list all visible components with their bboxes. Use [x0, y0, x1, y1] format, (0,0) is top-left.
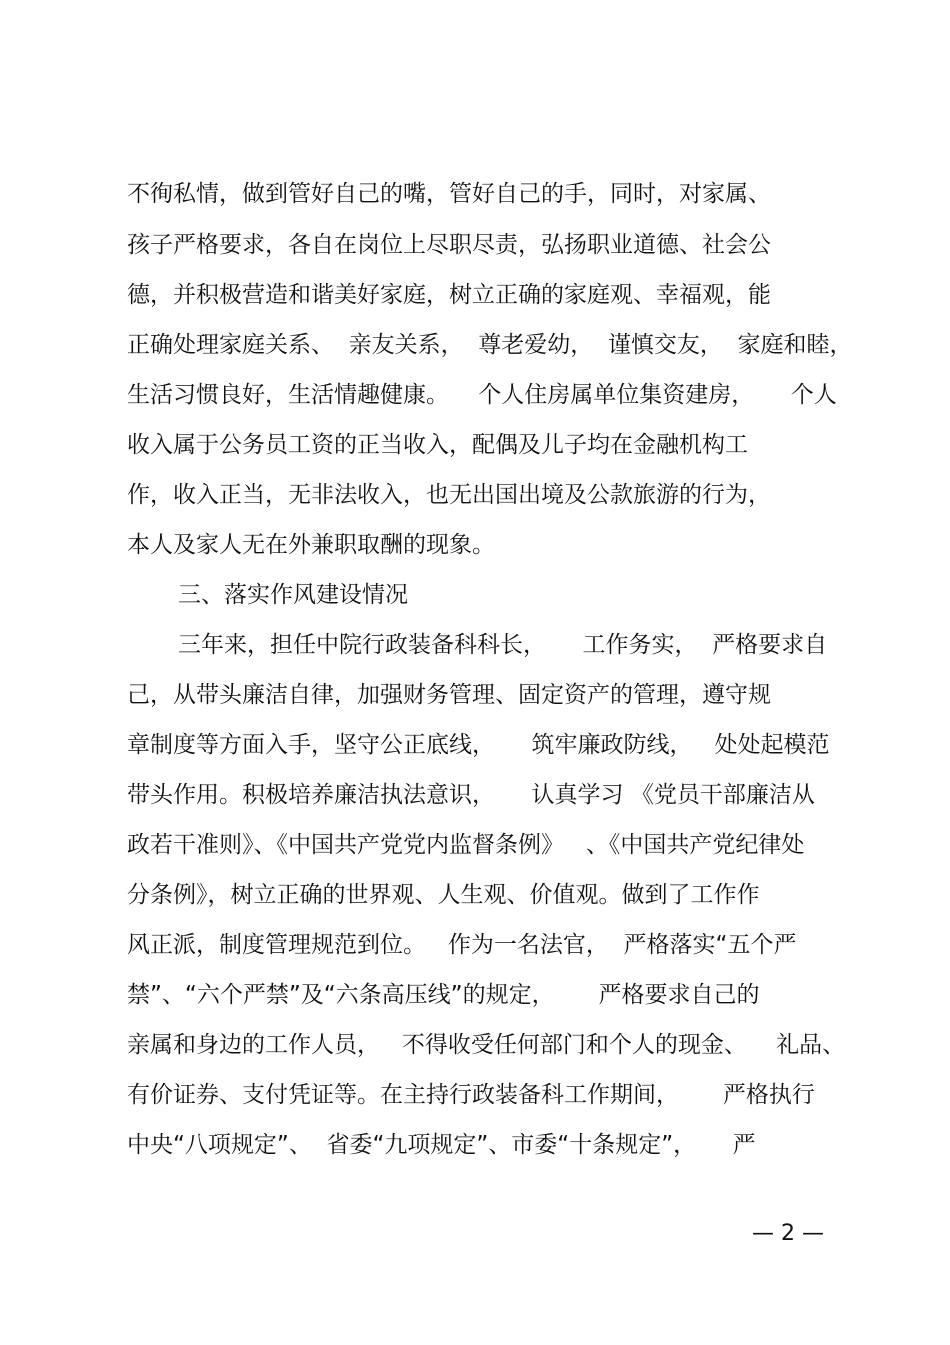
- paragraph-line: 作，收入正当，无非法收入，也无出国出境及公款旅游的行为，: [127, 482, 771, 508]
- paragraph-line: 章制度等方面入手，坚守公正底线， 筑牢廉政防线， 处处起模范: [127, 732, 830, 758]
- page-number: — 2 —: [752, 1221, 824, 1246]
- paragraph-line: 亲属和身边的工作人员， 不得收受任何部门和个人的现金、 礼品、: [127, 1032, 846, 1058]
- paragraph-line: 带头作用。积极培养廉洁执法意识， 认真学习 《党员干部廉洁从: [127, 782, 815, 808]
- paragraph-line: 正确处理家庭关系、 亲友关系， 尊老爱幼， 谨慎交友， 家庭和睦，: [127, 332, 853, 358]
- paragraph-line: 本人及家人无在外兼职取酬的现象。: [127, 532, 495, 558]
- paragraph-line: 政若干准则》、《中国共产党党内监督条例》 、《中国共产党纪律处: [127, 832, 805, 858]
- paragraph-line: 不徇私情，做到管好自己的嘴，管好自己的手，同时，对家属、: [127, 181, 771, 207]
- paragraph-line: 禁”、“六个严禁”及“六条高压线”的规定， 严格要求自己的: [127, 982, 760, 1008]
- section-heading: 三、落实作风建设情况: [178, 582, 408, 608]
- paragraph-line: 中央“八项规定”、 省委“九项规定”、市委“十条规定”， 严: [127, 1132, 756, 1158]
- paragraph-line: 分条例》，树立正确的世界观、人生观、价值观。做到了工作作: [127, 882, 760, 908]
- paragraph-line: 德，并积极营造和谐美好家庭，树立正确的家庭观、幸福观，能: [127, 282, 771, 308]
- paragraph-line: 己，从带头廉洁自律，加强财务管理、固定资产的管理，遵守规: [127, 682, 771, 708]
- paragraph-line: 风正派，制度管理规范到位。 作为一名法官， 严格落实“五个严: [127, 932, 797, 958]
- paragraph-line: 三年来，担任中院行政装备科科长， 工作务实， 严格要求自: [178, 632, 828, 658]
- paragraph-line: 收入属于公务员工资的正当收入，配偶及儿子均在金融机构工: [127, 432, 748, 458]
- paragraph-line: 生活习惯良好，生活情趣健康。 个人住房属单位集资建房， 个人: [127, 382, 837, 408]
- paragraph-line: 有价证券、支付凭证等。在主持行政装备科工作期间， 严格执行: [127, 1082, 815, 1108]
- paragraph-line: 孩子严格要求，各自在岗位上尽职尽责，弘扬职业道德、社会公: [127, 232, 771, 258]
